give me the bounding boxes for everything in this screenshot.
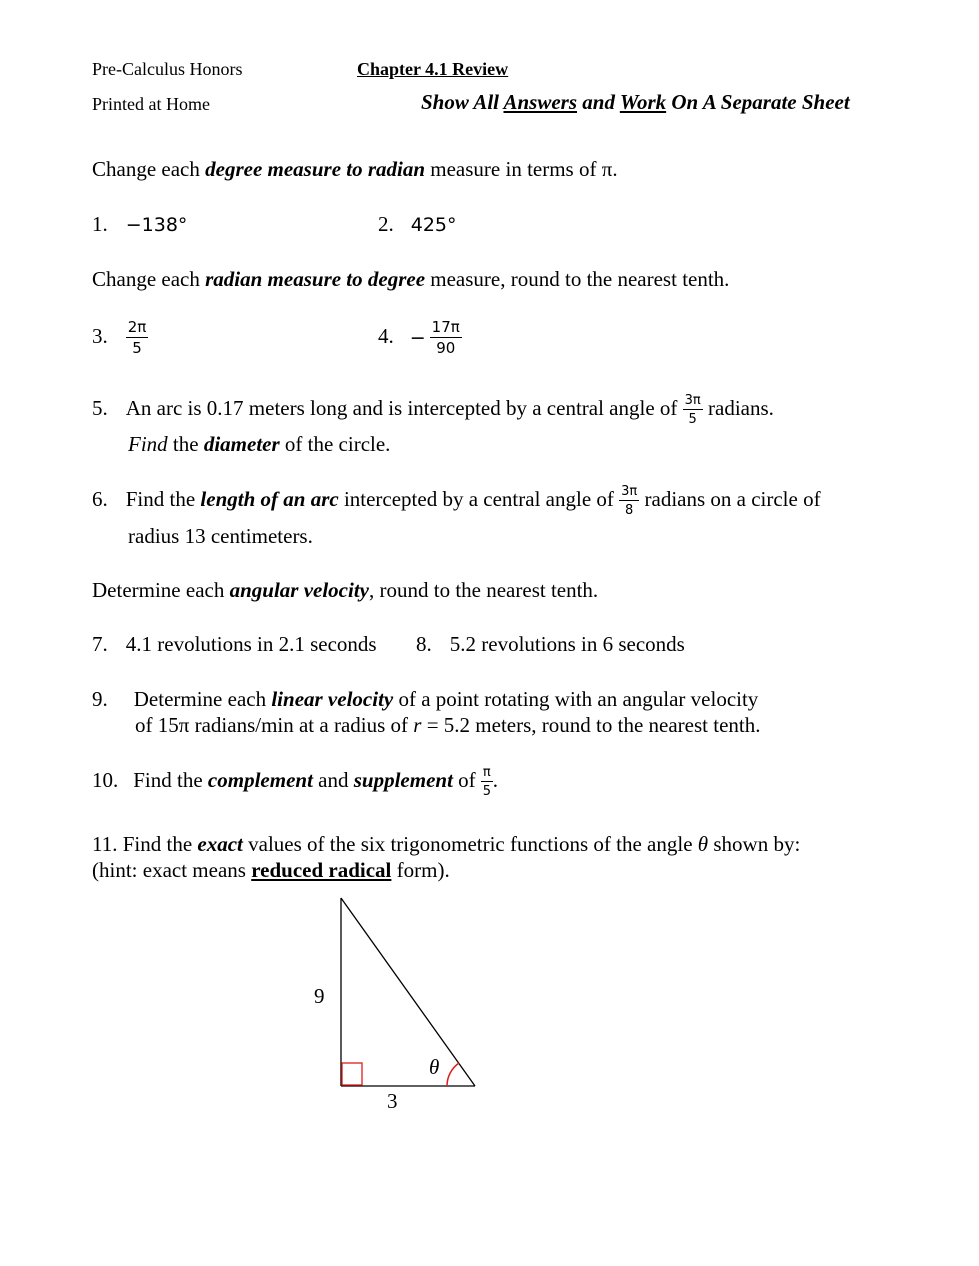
triangle-hypotenuse bbox=[341, 898, 475, 1086]
question-11: 11. Find the exact values of the six trigonometric functions of the angle θ shown by: bbox=[92, 832, 801, 856]
question-8: 8. 5.2 revolutions in 6 seconds bbox=[416, 632, 685, 656]
question-2: 2. 425° bbox=[378, 212, 457, 236]
instructions-heading: Show All Answers and Work On A Separate Sheet bbox=[421, 90, 850, 114]
section-radian-to-degree: Change each radian measure to degree measure, round to the nearest tenth. bbox=[92, 267, 730, 291]
question-5-line-2: Find the diameter of the circle. bbox=[128, 432, 391, 456]
question-9: 9. Determine each linear velocity of a point rotating with an angular velocity bbox=[92, 687, 759, 711]
chapter-title: Chapter 4.1 Review bbox=[357, 59, 509, 79]
right-triangle-figure bbox=[300, 890, 500, 1120]
question-6-line-2: radius 13 centimeters. bbox=[128, 524, 313, 548]
right-angle-marker bbox=[342, 1063, 362, 1085]
question-9-line-2: of 15π radians/min at a radius of r = 5.2 meters, round to the nearest tenth. bbox=[135, 713, 761, 737]
printed-note: Printed at Home bbox=[92, 94, 210, 114]
angle-label-theta: θ bbox=[429, 1055, 440, 1079]
side-label-9: 9 bbox=[314, 984, 325, 1008]
question-1: 1. −138° bbox=[92, 212, 188, 236]
side-label-3: 3 bbox=[387, 1089, 398, 1113]
question-3: 3. $\frac{2\pi}{5}$ bbox=[92, 318, 147, 357]
question-5: 5. An arc is 0.17 meters long and is intercepted by a central angle of $\frac{3\pi}{5}$ radians. bbox=[92, 393, 774, 427]
angle-theta-arc bbox=[447, 1063, 459, 1086]
question-7: 7. 4.1 revolutions in 2.1 seconds bbox=[92, 632, 377, 656]
section-degree-to-radian: Change each degree measure to radian measure in terms of π. bbox=[92, 157, 618, 181]
section-angular-velocity: Determine each angular velocity, round to the nearest tenth. bbox=[92, 578, 599, 602]
question-10: 10. Find the complement and supplement of $\frac{\pi}{5}$ . bbox=[92, 765, 498, 799]
question-11-hint: (hint: exact means reduced radical form). bbox=[92, 858, 450, 882]
question-6: 6. Find the length of an arc intercepted by a central angle of $\frac{3\pi}{8}$ radians on a circle of bbox=[92, 484, 821, 518]
question-4: 4. − $\frac{17\pi}{90}$ bbox=[378, 318, 460, 357]
course-name: Pre-Calculus Honors bbox=[92, 59, 243, 79]
